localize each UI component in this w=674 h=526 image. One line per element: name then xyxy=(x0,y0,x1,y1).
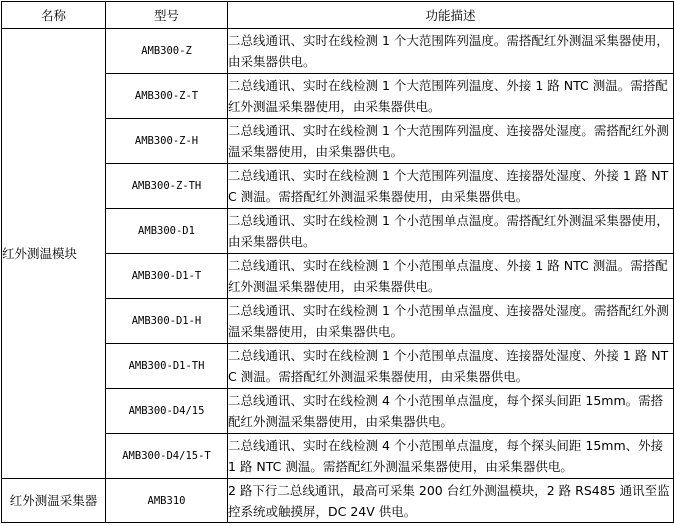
header-description: 功能描述 xyxy=(228,2,674,29)
description-cell: 二总线通讯、实时在线检测 1 个大范围阵列温度、连接器处湿度、外接 1 路 NTC 测温。需搭配红外测温采集器使用，由采集器供电。 xyxy=(228,164,674,209)
model-cell: AMB300-Z-T xyxy=(106,74,228,119)
model-cell: AMB300-D4/15-T xyxy=(106,434,228,479)
description-cell: 2 路下行二总线通讯，最高可采集 200 台红外测温模块，2 路 RS485 通讯至监控系统或触摸屏，DC 24V 供电。 xyxy=(228,479,674,523)
product-spec-table xyxy=(1,1,674,523)
model-cell: AMB300-D1 xyxy=(106,209,228,254)
description-cell: 二总线通讯、实时在线检测 1 个大范围阵列温度、连接器处湿度。需搭配红外测温采集器使用，由采集器供电。 xyxy=(228,119,674,164)
description-cell: 二总线通讯、实时在线检测 1 个小范围单点温度。需搭配红外测温采集器使用，由采集器供电。 xyxy=(228,209,674,254)
description-cell: 二总线通讯、实时在线检测 4 个小范围单点温度，每个探头间距 15mm。需搭配红外测温采集器使用，由采集器供电。 xyxy=(228,389,674,434)
model-cell: AMB300-Z xyxy=(106,29,228,74)
model-cell: AMB300-D4/15 xyxy=(106,389,228,434)
category-cell: 红外测温模块 xyxy=(2,29,106,479)
table-header-row xyxy=(2,2,674,29)
category-cell: 红外测温采集器 xyxy=(2,479,106,523)
description-cell: 二总线通讯、实时在线检测 1 个小范围单点温度、连接器处湿度、外接 1 路 NTC 测温。需搭配红外测温采集器使用，由采集器供电。 xyxy=(228,344,674,389)
model-cell: AMB300-D1-TH xyxy=(106,344,228,389)
model-cell: AMB310 xyxy=(106,479,228,523)
table-row xyxy=(2,479,674,523)
model-cell: AMB300-Z-TH xyxy=(106,164,228,209)
description-cell: 二总线通讯、实时在线检测 1 个小范围单点温度、外接 1 路 NTC 测温。需搭配红外测温采集器使用，由采集器供电。 xyxy=(228,254,674,299)
description-cell: 二总线通讯、实时在线检测 1 个大范围阵列温度。需搭配红外测温采集器使用，由采集器供电。 xyxy=(228,29,674,74)
header-name: 名称 xyxy=(2,2,106,29)
table-row xyxy=(2,29,674,74)
model-cell: AMB300-D1-T xyxy=(106,254,228,299)
description-cell: 二总线通讯、实时在线检测 1 个小范围单点温度、连接器处湿度。需搭配红外测温采集器使用，由采集器供电。 xyxy=(228,299,674,344)
model-cell: AMB300-D1-H xyxy=(106,299,228,344)
header-model: 型号 xyxy=(106,2,228,29)
model-cell: AMB300-Z-H xyxy=(106,119,228,164)
description-cell: 二总线通讯、实时在线检测 4 个小范围单点温度，每个探头间距 15mm、外接 1 路 NTC 测温。需搭配红外测温采集器使用，由采集器供电。 xyxy=(228,434,674,479)
description-cell: 二总线通讯、实时在线检测 1 个大范围阵列温度、外接 1 路 NTC 测温。需搭配红外测温采集器使用，由采集器供电。 xyxy=(228,74,674,119)
